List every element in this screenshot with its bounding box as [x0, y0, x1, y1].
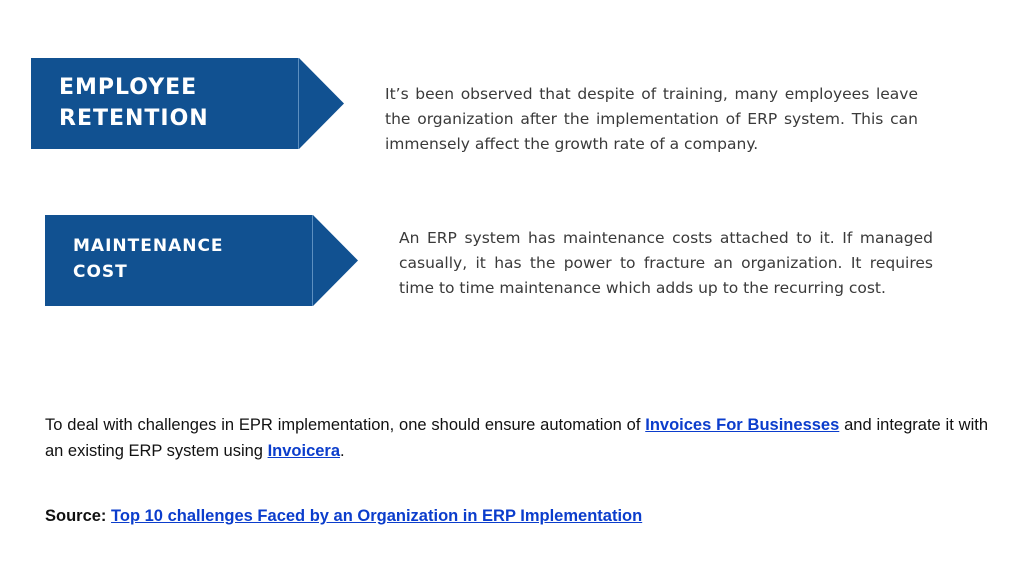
employee-retention-arrow — [299, 58, 345, 149]
source-article-link[interactable]: Top 10 challenges Faced by an Organization in ERP Implementation — [111, 507, 643, 525]
source-label: Source: — [45, 507, 107, 525]
source-line — [45, 503, 988, 529]
maintenance-cost-description: An ERP system has maintenance costs attached to it. If managed casually, it has the power to fracture an organization. It requires time to time maintenance which adds up to the recurring cost. — [399, 229, 933, 297]
closing-text-after: . — [340, 442, 345, 460]
maintenance-cost-title: MAINTENANCE COST — [73, 236, 224, 282]
closing-text-before: To deal with challenges in EPR implementation, one should ensure automation of — [45, 416, 646, 434]
invoicera-link[interactable]: Invoicera — [267, 442, 341, 460]
closing-paragraph — [45, 412, 988, 464]
maintenance-cost-arrow — [313, 215, 359, 306]
employee-retention-title: EMPLOYEE RETENTION — [59, 75, 209, 131]
closing-text-middle: and integrate it with an existing ERP system using — [45, 416, 988, 460]
invoices-for-businesses-link[interactable]: Invoices For Businesses — [645, 416, 840, 434]
employee-retention-description: It’s been observed that despite of training, many employees leave the organization after the implementation of ERP system. This can immensely affect the growth rate of a company. — [385, 85, 918, 153]
